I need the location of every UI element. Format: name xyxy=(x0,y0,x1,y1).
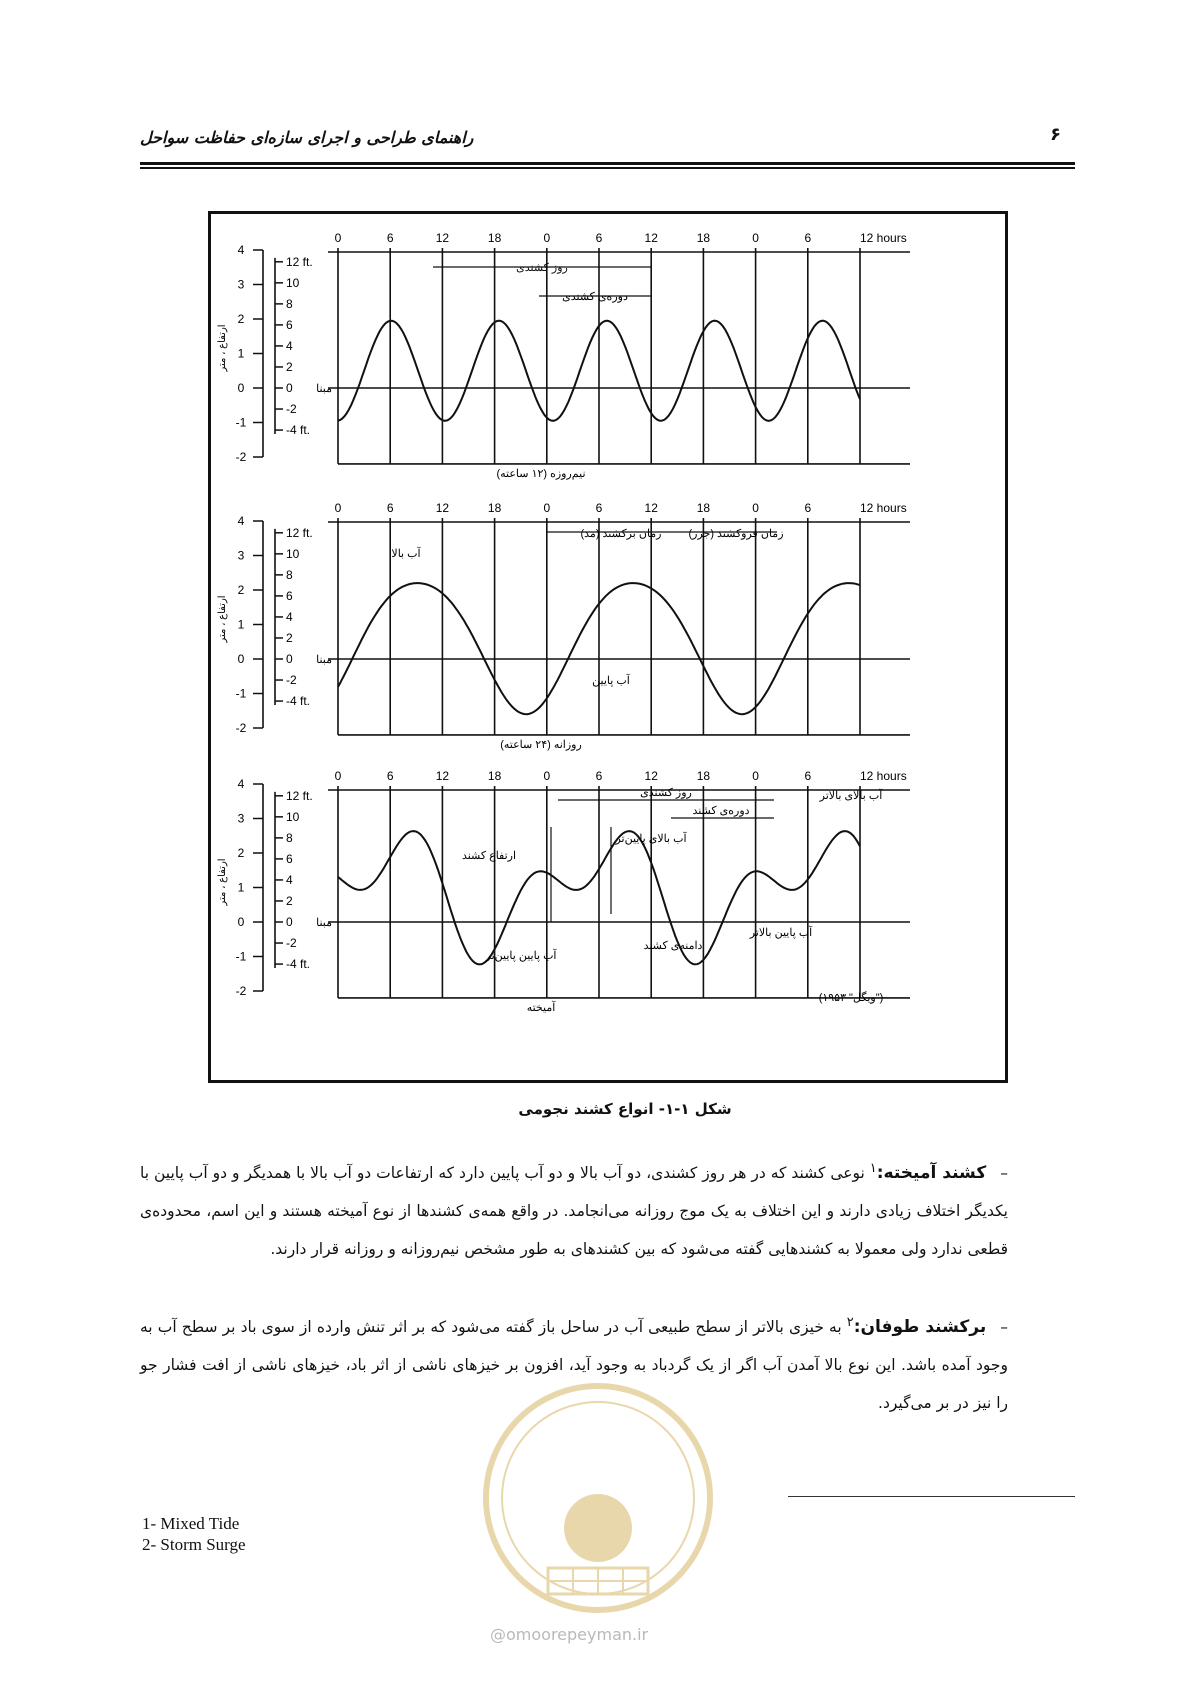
paragraph-text: نوعی کشند که در هر روز کشندی، دو آب بالا و دو آب پایین دارد که ارتفاعات دو آب بالا با همدیگر و دو آب پایین با یکدیگر اختلاف زیادی دارند و این اختلاف به یک موج روزانه می‌انجامد. در واقع همه‌ی کشندها از نوع آمیخته هستند و این اسم، محدوده‌ی قطعی ندارد ولی معمولا به کشندهایی گفته می‌شود که بین کشندهای به طور مشخص نیم‌روزانه و روزانه قرار دارند. xyxy=(140,1164,1008,1259)
hour-tick-label: 6 xyxy=(804,231,812,245)
feet-tick-label: -2 xyxy=(286,673,297,688)
hour-tick-label: 0 xyxy=(752,231,759,245)
feet-tick-label: 0 xyxy=(286,915,293,929)
metre-tick-label: 2 xyxy=(237,846,245,860)
tide-diagrams-svg xyxy=(211,214,1005,1080)
rise-time-label: زمان برکشند (مد) xyxy=(580,528,662,540)
header-rule-thin xyxy=(140,167,1075,169)
hour-tick-label: 0 xyxy=(543,231,551,245)
source-label: ("ویگل" ۱۹۵۳) xyxy=(818,992,884,1004)
hour-tick-label: 6 xyxy=(804,769,812,783)
hour-tick-label: 0 xyxy=(543,501,551,515)
metre-tick-label: 3 xyxy=(237,277,245,292)
hour-tick-label: 12 xyxy=(435,231,450,245)
tide-range-label: دامنه‌ی کشند xyxy=(643,940,703,952)
metre-tick-label: 3 xyxy=(237,811,245,826)
metre-tick-label: -1 xyxy=(235,415,247,430)
hour-tick-label: 6 xyxy=(804,501,812,515)
feet-tick-label: 8 xyxy=(286,830,293,845)
footnote-ref-2: ۲ xyxy=(846,1315,854,1330)
metre-tick-label: 4 xyxy=(237,243,245,257)
hour-tick-label: 12 xyxy=(435,501,450,515)
feet-tick-label: 6 xyxy=(286,851,293,866)
metre-tick-label: -1 xyxy=(235,949,247,964)
header-rule-thick xyxy=(140,162,1075,165)
metre-axis-label: ارتفاع ، متر xyxy=(217,595,228,643)
datum-label: مبنا xyxy=(316,383,332,395)
feet-tick-label: 8 xyxy=(286,567,293,582)
running-header-title: راهنمای طراحی و اجرای سازه‌ای حفاظت سواحل xyxy=(140,128,474,147)
hour-tick-label: 6 xyxy=(386,769,394,783)
hour-tick-label: 6 xyxy=(595,501,603,515)
hour-tick-label: 0 xyxy=(334,769,342,783)
metre-tick-label: 2 xyxy=(237,583,245,597)
feet-tick-label: -4 ft. xyxy=(286,694,311,709)
feet-tick-label: 6 xyxy=(286,588,293,603)
datum-label: مبنا xyxy=(316,654,332,666)
higher-high-label: آب بالای بالاتر xyxy=(819,790,883,802)
footnote-2: 2- Storm Surge xyxy=(142,1535,246,1554)
feet-tick-label: 2 xyxy=(286,893,293,908)
hour-tick-label: 0 xyxy=(543,769,551,783)
list-dash: – xyxy=(1000,1164,1008,1183)
tidal-period-label: دوره‌ی کشندی xyxy=(562,291,628,303)
hour-tick-label: 12 hours xyxy=(860,501,907,515)
footnote-ref-1: ۱ xyxy=(869,1161,877,1176)
feet-tick-label: 4 xyxy=(286,338,293,353)
feet-tick-label: 12 ft. xyxy=(286,254,313,269)
metre-axis-label: ارتفاع ، متر xyxy=(217,858,228,906)
paragraph-mixed-tide xyxy=(140,1150,1008,1268)
hour-tick-label: 18 xyxy=(696,769,711,783)
feet-tick-label: 12 ft. xyxy=(286,525,313,540)
metre-tick-label: -1 xyxy=(235,686,247,701)
hour-tick-label: 18 xyxy=(696,501,711,515)
hour-tick-label: 12 hours xyxy=(860,769,907,783)
hour-tick-label: 0 xyxy=(334,501,342,515)
feet-tick-label: 10 xyxy=(286,809,300,824)
feet-tick-label: -2 xyxy=(286,402,297,417)
high-water-label: آب بالا xyxy=(391,548,421,560)
watermark-url: @omoorepeyman.ir xyxy=(490,1625,649,1644)
metre-tick-label: 0 xyxy=(237,381,245,395)
metre-tick-label: -2 xyxy=(235,984,247,998)
metre-tick-label: -2 xyxy=(235,450,247,464)
hour-tick-label: 6 xyxy=(595,769,603,783)
feet-tick-label: 12 ft. xyxy=(286,788,313,803)
hour-tick-label: 18 xyxy=(487,231,502,245)
lower-high-label: آب بالای پایین‌تر xyxy=(615,833,687,845)
hour-tick-label: 0 xyxy=(752,501,759,515)
tide-height-label: ارتفاع کشند xyxy=(461,850,517,862)
feet-tick-label: 10 xyxy=(286,546,300,561)
feet-tick-label: 2 xyxy=(286,359,293,374)
panel-caption: آمیخته xyxy=(526,1002,556,1014)
page-number: ۶ xyxy=(1050,124,1061,145)
hour-tick-label: 12 xyxy=(435,769,450,783)
metre-tick-label: 1 xyxy=(237,617,245,632)
metre-tick-label: 1 xyxy=(237,346,245,361)
metre-tick-label: 4 xyxy=(237,514,245,528)
fall-time-label: زمان فروکشند (جزر) xyxy=(688,528,784,540)
term-storm-surge: برکشند طوفان: xyxy=(853,1317,987,1338)
tidal-day-label: روز کشندی xyxy=(516,262,568,274)
list-dash: – xyxy=(1000,1318,1008,1337)
feet-tick-label: -4 ft. xyxy=(286,957,311,972)
tide-types-figure xyxy=(208,211,1008,1083)
tidal-day-label: روز کشندی xyxy=(640,787,692,799)
hour-tick-label: 6 xyxy=(386,501,394,515)
feet-tick-label: 0 xyxy=(286,652,293,666)
hour-tick-label: 0 xyxy=(752,769,759,783)
watermark-stamp-icon xyxy=(478,1378,718,1618)
metre-tick-label: 0 xyxy=(237,915,245,929)
paragraph-text: به خیزی بالاتر از سطح طبیعی آب در ساحل باز گفته می‌شود که بر اثر تنش وارده از سوی باد بر سطح آب به وجود آمده باشد. این نوع بالا آمدن آب اگر از یک گردباد به وجود آید، افزون بر خیزهای ناشی از اثر باد، خیزهای ناشی از افت فشار جو را نیز در بر می‌گیرد. xyxy=(140,1318,1008,1413)
hour-tick-label: 18 xyxy=(487,769,502,783)
hour-tick-label: 0 xyxy=(334,231,342,245)
metre-tick-label: 2 xyxy=(237,312,245,326)
hour-tick-label: 12 xyxy=(644,501,658,515)
metre-axis-label: ارتفاع ، متر xyxy=(217,324,228,372)
figure-caption: شکل ۱-۱- انواع کشند نجومی xyxy=(518,1100,732,1118)
feet-tick-label: 2 xyxy=(286,630,293,645)
hour-tick-label: 12 xyxy=(644,769,658,783)
metre-tick-label: 0 xyxy=(237,652,245,666)
feet-tick-label: 8 xyxy=(286,296,293,311)
feet-tick-label: -2 xyxy=(286,936,297,951)
hour-tick-label: 12 xyxy=(644,231,658,245)
footnote-rule xyxy=(788,1496,1075,1497)
hour-tick-label: 18 xyxy=(487,501,502,515)
metre-tick-label: 4 xyxy=(237,777,245,791)
datum-label: مبنا xyxy=(316,917,332,929)
feet-tick-label: 0 xyxy=(286,381,293,395)
higher-low-label: آب پایین بالاتر xyxy=(749,927,813,939)
tidal-period-label: دوره‌ی کشند xyxy=(692,805,750,817)
panel-caption: نیم‌روزه (۱۲ ساعته) xyxy=(496,468,586,480)
term-mixed-tide: کشند آمیخته: xyxy=(876,1163,987,1184)
hour-tick-label: 18 xyxy=(696,231,711,245)
hour-tick-label: 6 xyxy=(386,231,394,245)
feet-tick-label: 4 xyxy=(286,609,293,624)
lower-low-label: آب پایین پایین‌تر xyxy=(485,950,557,962)
metre-tick-label: 3 xyxy=(237,548,245,563)
metre-tick-label: 1 xyxy=(237,880,245,895)
feet-tick-label: 6 xyxy=(286,317,293,332)
metre-tick-label: -2 xyxy=(235,721,247,735)
feet-tick-label: 4 xyxy=(286,872,293,887)
feet-tick-label: -4 ft. xyxy=(286,423,311,438)
hour-tick-label: 6 xyxy=(595,231,603,245)
low-water-label: آب پایین xyxy=(592,675,630,687)
footnote-1: 1- Mixed Tide xyxy=(142,1514,240,1533)
panel-caption: روزانه (۲۴ ساعته) xyxy=(500,739,582,751)
feet-tick-label: 10 xyxy=(286,275,300,290)
hour-tick-label: 12 hours xyxy=(860,231,907,245)
